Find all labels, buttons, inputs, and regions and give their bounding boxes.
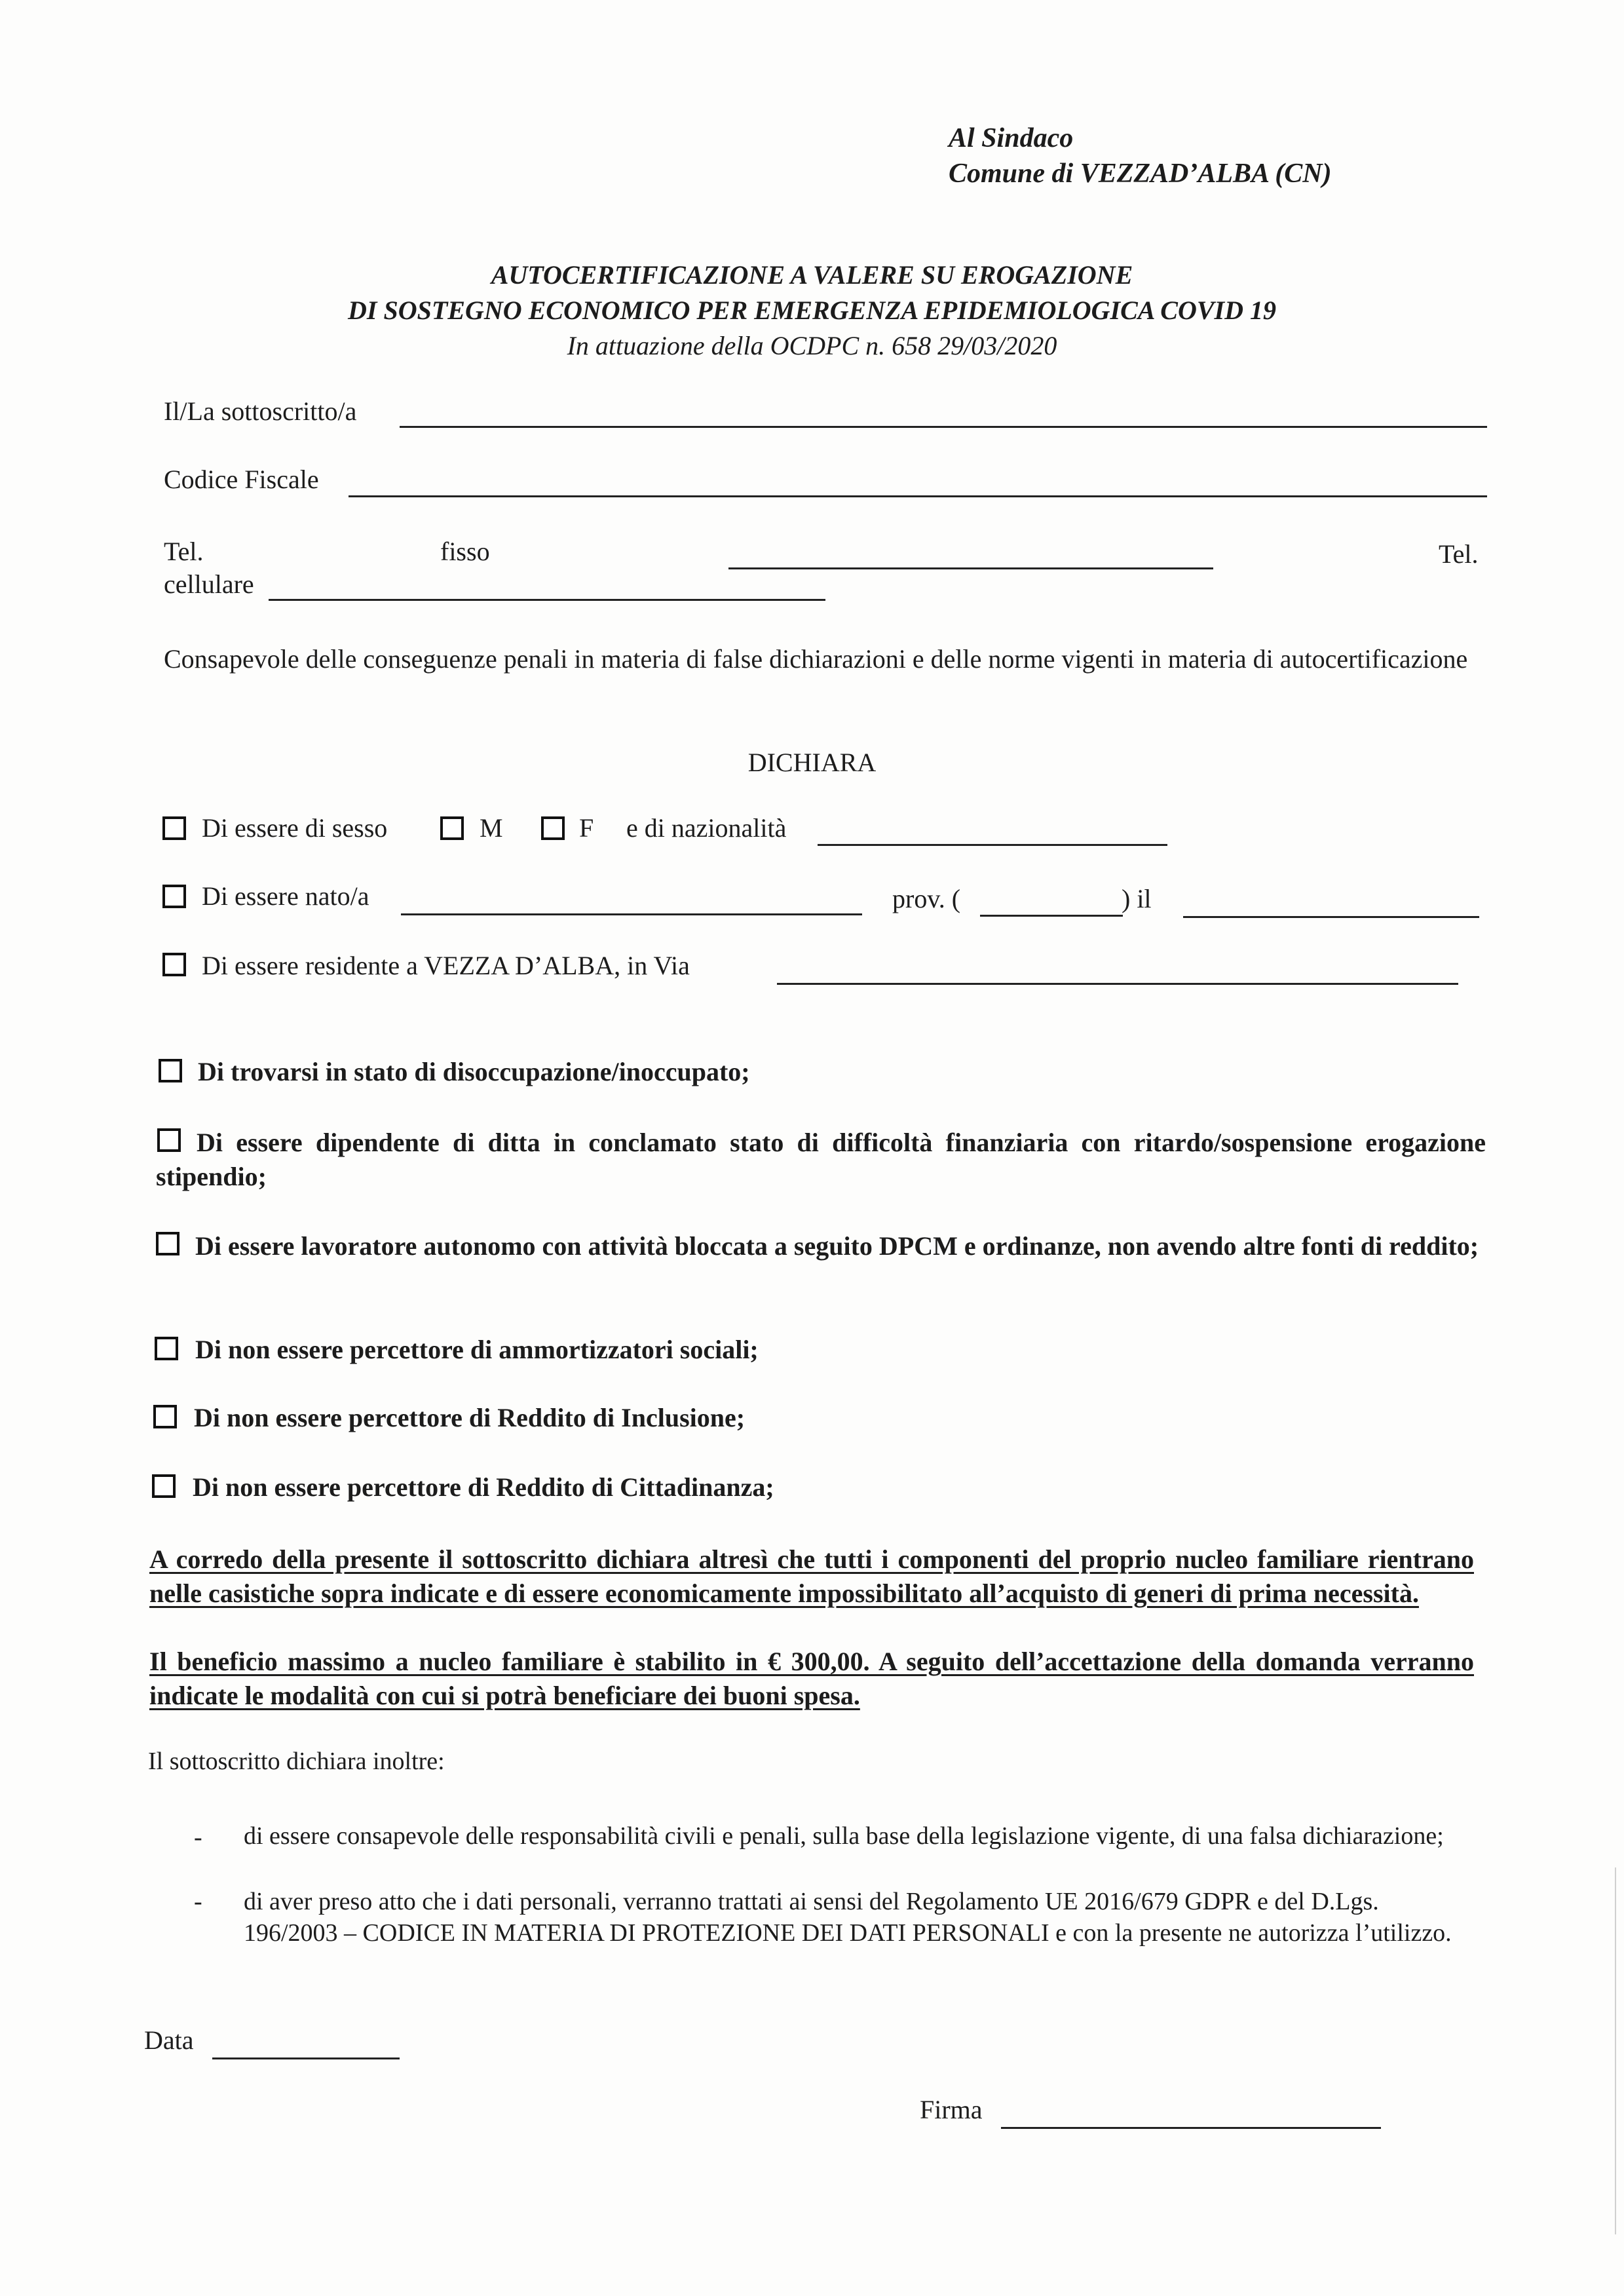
data-nascita-field[interactable] [1183, 916, 1479, 918]
condition-checkbox-5[interactable] [153, 1405, 177, 1428]
condition-text-4: Di non essere percettore di ammortizzatori sociali; [195, 1335, 759, 1364]
notice-paragraph-1: A corredo della presente il sottoscritto dichiara altresì che tutti i componenti del proprio nucleo familiare rientrano nelle casistiche sopra indicate e di essere economicamente impossibilitato all’acquisto di generi di prima necessità. [149, 1544, 1474, 1608]
condition-checkbox-4[interactable] [155, 1337, 178, 1360]
label-f: F [579, 813, 594, 843]
heading-line1: AUTOCERTIFICAZIONE A VALERE SU EROGAZIONE [491, 260, 1133, 290]
sottoscritto-field[interactable] [400, 426, 1487, 428]
dichiara-heading: DICHIARA [747, 748, 877, 777]
label-prov: prov. ( [892, 884, 961, 913]
label-il: ) il [1122, 884, 1152, 913]
firma-field[interactable] [1001, 2127, 1381, 2129]
label-cellulare: cellulare [164, 569, 254, 599]
scan-edge [1615, 1867, 1616, 2234]
condition-checkbox-6[interactable] [152, 1474, 176, 1498]
tel-fisso-field[interactable] [728, 567, 1213, 569]
label-fisso: fisso [440, 537, 490, 566]
condition-text-6: Di non essere percettore di Reddito di Cittadinanza; [193, 1472, 774, 1502]
label-residente: Di essere residente a VEZZA D’ALBA, in Via [202, 951, 690, 980]
consapevole-text: Consapevole delle conseguenze penali in materia di false dichiarazioni e delle norme vigenti in materia di autocertificazione [164, 644, 1468, 674]
label-tel-1: Tel. [164, 537, 204, 566]
tel-cellulare-field[interactable] [269, 599, 825, 601]
label-sottoscritto: Il/La sottoscritto/a [164, 396, 357, 426]
bullet-marker-2: - [194, 1888, 202, 1915]
codice-fiscale-field[interactable] [349, 495, 1487, 497]
notice-paragraph-2: Il beneficio massimo a nucleo familiare è stabilito in € 300,00. A seguito dell’accettazione della domanda verranno indicate le modalità con cui si potrà beneficiare dei buoni spesa. [149, 1647, 1474, 1710]
bullet-text-1: di essere consapevole delle responsabilità civili e penali, sulla base della legislazione vigente, di una falsa dichiarazione; [244, 1822, 1444, 1850]
nazionalita-field[interactable] [818, 844, 1167, 846]
inoltre-text: Il sottoscritto dichiara inoltre: [148, 1748, 445, 1775]
label-nato: Di essere nato/a [202, 881, 369, 911]
label-m: M [480, 813, 503, 843]
label-codice-fiscale: Codice Fiscale [164, 465, 319, 494]
addressee-line2: Comune di VEZZAD’ALBA (CN) [949, 159, 1332, 189]
condition-text-5: Di non essere percettore di Reddito di Inclusione; [194, 1403, 746, 1432]
residente-checkbox[interactable] [162, 953, 186, 976]
condition-checkbox-1[interactable] [159, 1059, 182, 1082]
bullet-marker-1: - [194, 1824, 202, 1851]
via-field[interactable] [777, 983, 1458, 985]
label-sesso: Di essere di sesso [202, 813, 388, 843]
sesso-checkbox[interactable] [162, 816, 186, 840]
sesso-m-checkbox[interactable] [440, 816, 464, 840]
label-tel-2: Tel. [1439, 539, 1479, 569]
heading-line3: In attuazione della OCDPC n. 658 29/03/2020 [567, 331, 1057, 360]
label-data: Data [144, 2025, 194, 2055]
bullet-text-2: di aver preso atto che i dati personali, verranno trattati ai sensi del Regolamento UE 2016/679 GDPR e del D.Lgs. 196/2003 – CODICE IN MATERIA DI PROTEZIONE DEI DATI PERSONALI e con la presente ne autorizza l’utilizzo. [244, 1888, 1452, 1947]
nato-checkbox[interactable] [162, 885, 186, 908]
condition-text-3: Di essere lavoratore autonomo con attività bloccata a seguito DPCM e ordinanze, non avendo altre fonti di reddito; [195, 1231, 1479, 1261]
label-nazionalita: e di nazionalità [626, 813, 787, 843]
luogo-nascita-field[interactable] [401, 913, 862, 915]
label-firma: Firma [920, 2095, 983, 2124]
provincia-field[interactable] [980, 915, 1123, 917]
data-field[interactable] [212, 2057, 400, 2059]
condition-text-2: Di essere dipendente di ditta in conclamato stato di difficoltà finanziaria con ritardo/sospensione erogazione stipendio; [156, 1128, 1486, 1191]
sesso-f-checkbox[interactable] [541, 816, 565, 840]
condition-text-1: Di trovarsi in stato di disoccupazione/inoccupato; [198, 1057, 750, 1086]
heading-line2: DI SOSTEGNO ECONOMICO PER EMERGENZA EPIDEMIOLOGICA COVID 19 [348, 296, 1276, 325]
addressee-line1: Al Sindaco [949, 123, 1074, 153]
